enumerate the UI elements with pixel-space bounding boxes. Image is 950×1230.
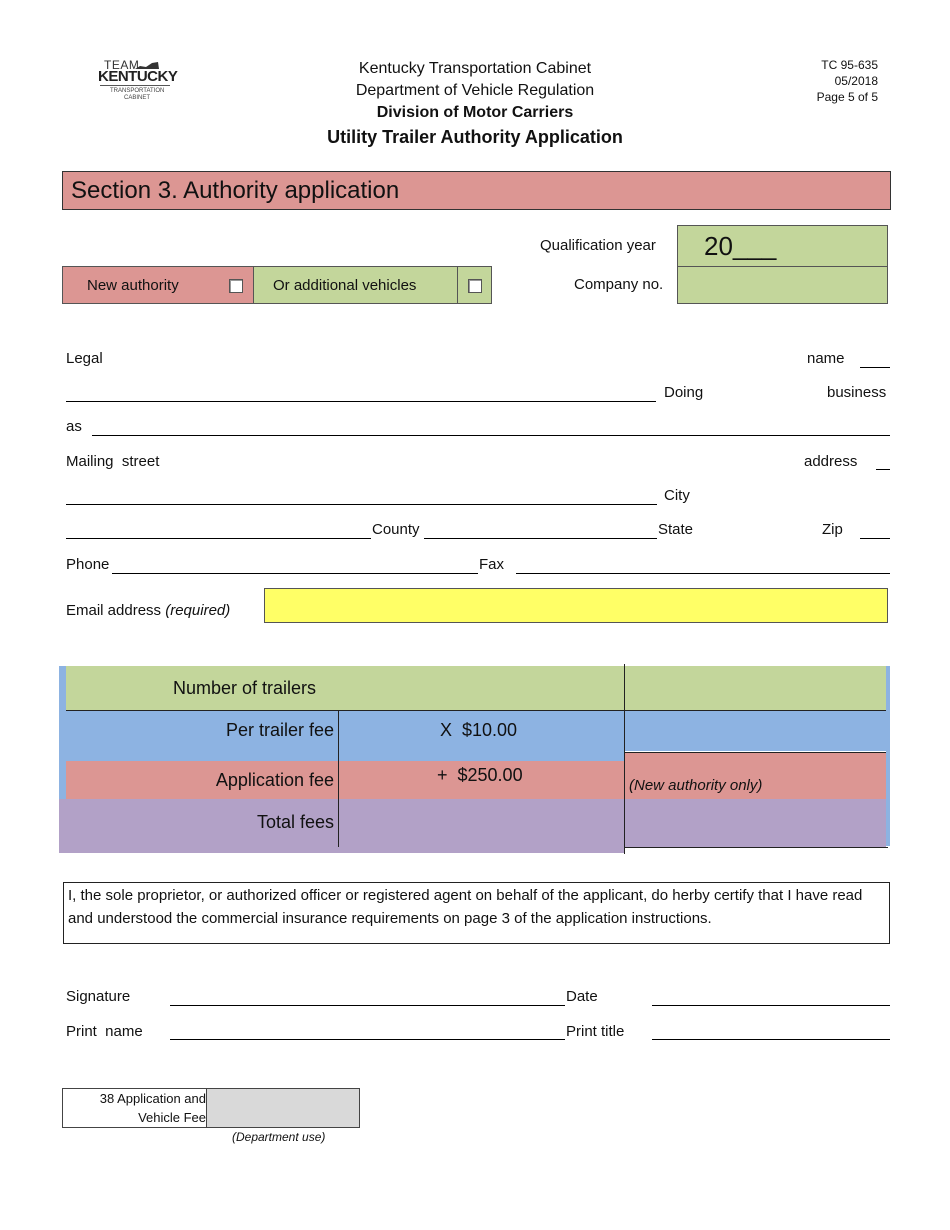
section-title: Section 3. Authority application [71,177,400,204]
header-titles [270,58,680,150]
print-name-line[interactable] [170,1039,565,1040]
fees-right-strip [886,666,890,846]
new-authority-checkbox[interactable] [229,279,243,293]
fax-label: Fax [479,556,505,573]
certification-text: I, the sole proprietor, or authorized officer or registered agent on behalf of the applicant, do herby certify that I have read and understood the commercial insurance requirements on page 3 of the application instructions. [68,887,863,927]
county-line[interactable] [424,538,657,539]
new-authority-only-note: (New authority only) [629,777,763,794]
state-label: State [658,521,694,538]
number-of-trailers-row [66,666,624,710]
logo-rule [100,85,170,86]
additional-vehicles-checkbox-cell [457,266,492,304]
form-title: Utility Trailer Authority Application [327,127,623,147]
fees-vline-right [624,664,625,854]
form-info [817,57,878,105]
name-label: name [807,350,845,367]
email-label [66,602,230,619]
print-title-label: Print title [566,1023,625,1040]
page-number: Page 5 of 5 [816,90,878,104]
additional-vehicles-label: Or additional vehicles [273,277,417,294]
team-kentucky-logo [92,58,182,104]
date-line[interactable] [652,1005,890,1006]
business-label: business [827,384,887,401]
certification-box [63,882,890,944]
print-title-line[interactable] [652,1039,890,1040]
per-trailer-fee-amount: X $10.00 [440,720,518,740]
logo-main: KENTUCKY [98,68,178,85]
zip-label: Zip [822,521,843,538]
logo-sub2: CABINET [124,95,151,101]
department-name: Department of Vehicle Regulation [355,82,595,99]
phone-line[interactable] [112,573,478,574]
address-label: address [804,453,858,470]
total-fees-label: Total fees [256,812,334,832]
qualification-year-value: 20___ [704,231,777,261]
section-header [62,171,891,210]
email-required-note: (required) [165,602,231,619]
legal-name-line[interactable] [66,401,656,402]
division-name: Division of Motor Carriers [376,104,574,121]
application-fee-row [66,761,624,799]
mailing-street-label: Mailing street [66,453,160,470]
per-trailer-fee-field[interactable] [625,711,886,751]
fax-line[interactable] [516,573,890,574]
qualification-year-field[interactable] [677,225,888,267]
company-no-label: Company no. [574,276,664,293]
county-label: County [372,521,420,538]
total-fees-field[interactable] [625,799,886,847]
address-line-end[interactable] [876,469,890,470]
street-address-line[interactable] [66,504,657,505]
additional-vehicles-checkbox[interactable] [468,279,482,293]
print-name-label: Print name [66,1023,143,1040]
fees-vline-mid [338,710,339,847]
as-label: as [66,418,82,435]
dba-line[interactable] [92,435,890,436]
fees-hline-3 [625,847,888,848]
total-fees-row [59,799,624,853]
form-date: 05/2018 [834,74,878,88]
logo-sub1: TRANSPORTATION [110,88,165,94]
fees-hline-2 [625,752,886,753]
email-label-text: Email address [66,602,162,619]
phone-label: Phone [66,556,110,573]
date-label: Date [566,988,598,1005]
company-no-field[interactable] [677,266,888,304]
legal-name-line-end[interactable] [860,367,890,368]
logo-top: TEAM [104,58,140,72]
number-of-trailers-field[interactable] [625,666,886,710]
legal-label: Legal [66,350,103,367]
fees-hline-1 [66,710,886,711]
form-number: TC 95-635 [821,58,878,72]
new-authority-option [62,266,221,304]
agency-name: Kentucky Transportation Cabinet [358,60,592,77]
additional-vehicles-option [254,266,458,304]
department-use-note: (Department use) [232,1130,326,1144]
doing-label: Doing [664,384,704,401]
application-fee-field[interactable] [625,753,886,799]
city-label: City [664,487,690,504]
signature-label: Signature [66,988,131,1005]
email-field[interactable] [264,588,888,623]
qualification-year-label: Qualification year [540,237,656,254]
signature-line[interactable] [170,1005,565,1006]
department-use-field [206,1088,360,1128]
application-fee-label: Application fee [215,770,334,790]
application-fee-amount: + $250.00 [437,765,523,785]
new-authority-checkbox-cell [219,266,254,304]
new-authority-label: New authority [87,277,179,294]
per-trailer-fee-label: Per trailer fee [225,720,334,740]
per-trailer-fee-row [66,711,624,763]
number-of-trailers-label: Number of trailers [173,678,317,698]
department-use-label-line1: 38 Application and [99,1091,206,1106]
department-use-label-line2: Vehicle Fee [138,1110,206,1125]
fees-table [59,664,890,854]
city-line[interactable] [66,538,371,539]
zip-line[interactable] [860,538,890,539]
department-use-label-cell [62,1088,208,1128]
